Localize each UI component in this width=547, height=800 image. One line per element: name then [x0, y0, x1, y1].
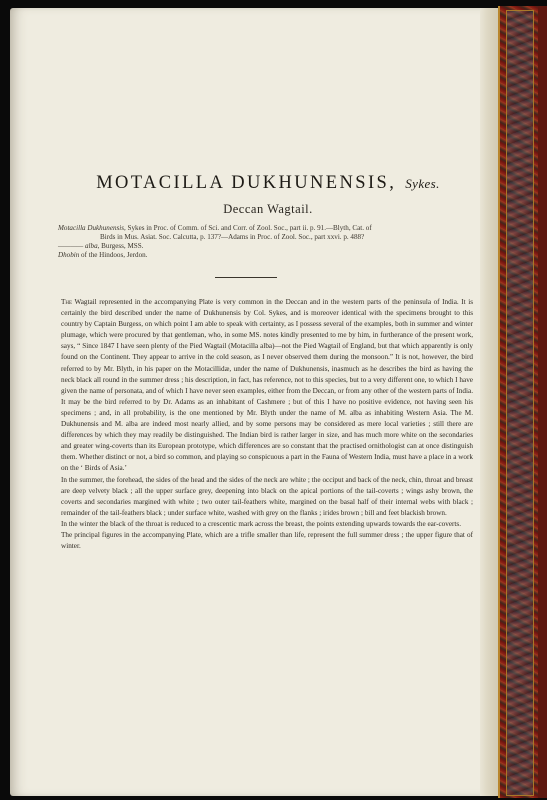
paragraph [61, 297, 473, 475]
paragraph-text: Wagtail represented in the accompanying Plate is very common in the Deccan and in the western parts of the peninsula of India. It is certainly the bird described under the name of Dukhunensis by Col. Sykes, and is moreover identical with the specimens brought to this country by Captain Burgess, on which point I am able to speak with certainty, as I possess several of the examples, both in summer and winter plumage, which were procured by that gentleman, who, in some MS. notes kindly presented to me by him, in furtherance of the present work, says, “ Since 1847 I have seen plenty of the Pied Wagtail (Motacilla alba)—not the Pied Wagtail of England, but that which apparently is only found on the Continent. They appear to arrive in the cold season, as I never observed them during the monsoon.” It is not, however, the bird referred to by Mr. Blyth, in his paper on the Motacillidæ, under the name of Dukhunensis, inasmuch as he describes the bird as having the neck black all round in the summer dress ; his description, in fact, has reference, not to this species, but to a very different one, to which I have given the name of personata, and of which I have never seen examples, either from the Deccan, or from any other of the western parts of India. It may be the bird referred to by Dr. Adams as an inhabitant of Cashmere ; but of this I have no positive evidence, not having seen his specimens ; and, in all probability, is the one mentioned by Mr. Blyth under the name of M. alba as inhabiting Western Asia. The M. Dukhunensis and M. alba are indeed most nearly allied, and by some persons may be considered as mere local varieties ; still there are differences by which they may readily be distinguished. The Indian bird is rather larger in size, and has much more white on the secondaries and greater wing-coverts than its European prototype, which differences are so constant that the practised ornithologist can at once distinguish them. Whether distinct or not, a bird so common, and playing so conspicuous a part in the Fauna of Western India, must have a place in a work on the ‘ Birds of Asia.’ [61, 298, 473, 473]
common-name: Deccan Wagtail. [223, 202, 313, 216]
synonym-name: ———— alba, [58, 242, 100, 250]
paragraph-text: In the summer, the forehead, the sides of the head and the sides of the neck are white ; the occiput and back of the neck, chin, throat and breast are deep velvety black ; all the upper surface grey, deepening into black on the apical portions of the tail-coverts ; wings ashy brown, the coverts and secondaries margined with white ; two outer tail-feathers white, margined on the basal half of their internal webs with black ; remainder of the tail-feathers black ; under surface white, washed with grey on the flanks ; irides brown ; bill and feet blackish brown. [61, 475, 473, 517]
paragraph [61, 530, 473, 552]
species-name: MOTACILLA DUKHUNENSIS, [96, 173, 397, 193]
synonymy-line [58, 251, 478, 260]
synonymy-line [58, 224, 478, 233]
synonym-reference: Burgess, MSS. [99, 242, 144, 250]
species-author: Sykes. [405, 176, 440, 191]
paragraph [61, 475, 473, 519]
species-title [58, 173, 478, 194]
page-content [58, 0, 478, 800]
article-body [61, 297, 473, 552]
page-edges [480, 8, 498, 796]
synonym-reference: Sykes in Proc. of Comm. of Sci. and Corr. of Zool. Soc., part ii. p. 91.—Blyth, Cat. of [125, 224, 372, 232]
marbled-cover-board [498, 6, 541, 798]
synonym-reference: Birds in Mus. Asiat. Soc. Calcutta, p. 137?—Adams in Proc. of Zool. Soc., part xxvi. p. 488? [100, 233, 365, 241]
section-divider [215, 277, 277, 278]
book-binding-edge [538, 6, 547, 798]
drop-word: The [61, 298, 73, 306]
synonymy-line [58, 242, 478, 251]
synonymy-line [100, 233, 520, 242]
paragraph-text: In the winter the black of the throat is reduced to a crescentic mark across the breast, the points extending upwards towards the ear-coverts. [61, 519, 462, 528]
synonym-reference: of the Hindoos, Jerdon. [79, 251, 148, 259]
paragraph-text: The principal figures in the accompanying Plate, which are a trifle smaller than life, represent the full summer dress ; the upper figure that of winter. [61, 530, 473, 551]
synonym-name: Motacilla Dukhunensis, [58, 224, 126, 232]
paragraph [61, 519, 473, 530]
synonym-name: Dhobin [58, 251, 80, 259]
